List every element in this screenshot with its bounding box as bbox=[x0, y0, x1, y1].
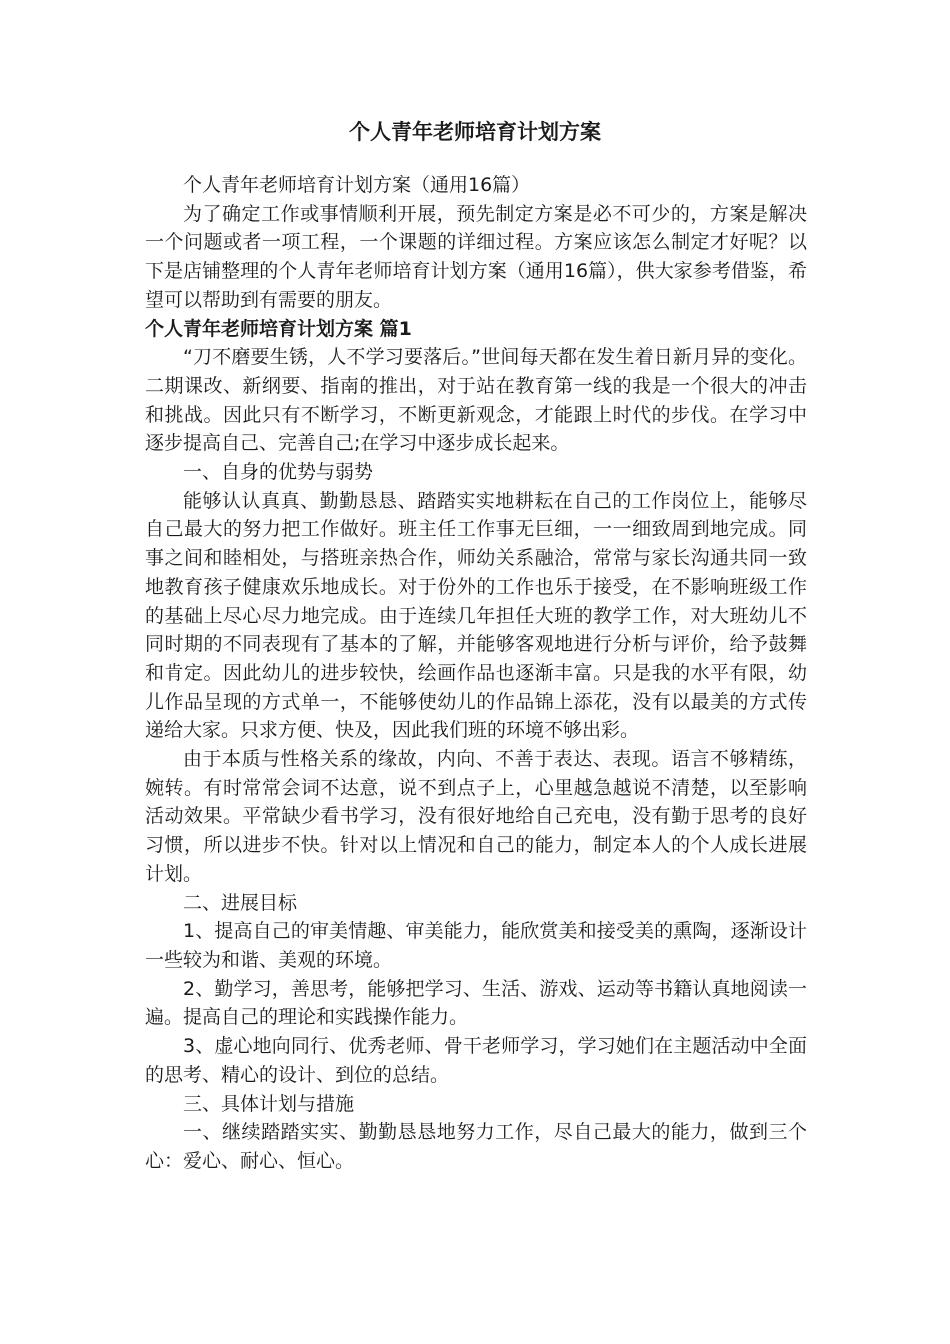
document-title: 个人青年老师培育计划方案 bbox=[349, 120, 601, 144]
section-heading: 个人青年老师培育计划方案 篇1 bbox=[145, 317, 412, 340]
body-paragraph: 能够认认真真、勤勤恳恳、踏踏实实地耕耘在自己的工作岗位上，能够尽自己最大的努力把工作做好。班主任工作事无巨细，一一细致周到地完成。同事之间和睦相处，与搭班亲热合作，师幼关系融洽，常常与家长沟通共同一致地教育孩子健康欢乐地成长。对于份外的工作也乐于接受，在不影响班级工作的基础上尽心尽力地完成。由于连续几年担任大班的教学工作，对大班幼儿不同时期的不同表现有了基本的了解，并能够客观地进行分析与评价，给予鼓舞和肯定。因此幼儿的进步较快，绘画作品也逐渐丰富。只是我的水平有限，幼儿作品呈现的方式单一，不能够使幼儿的作品锦上添花，没有以最美的方式传递给大家。只求方便、快及，因此我们班的环境不够出彩。 bbox=[145, 489, 807, 742]
list-item-paragraph: 1、提高自己的审美情趣、审美能力，能欣赏美和接受美的熏陶，逐渐设计一些较为和谐、美观的环境。 bbox=[145, 920, 807, 971]
subtitle-paragraph: 个人青年老师培育计划方案（通用16篇） bbox=[183, 174, 531, 196]
subheading-paragraph: 二、进展目标 bbox=[183, 891, 298, 914]
document-body bbox=[145, 171, 807, 1176]
subheading-paragraph: 一、自身的优势与弱势 bbox=[183, 461, 374, 484]
list-item-paragraph: 一、继续踏踏实实、勤勤恳恳地努力工作，尽自己最大的能力，做到三个心：爱心、耐心、恒心。 bbox=[145, 1121, 807, 1172]
list-item-paragraph: 3、虚心地向同行、优秀老师、骨干老师学习，学习她们在主题活动中全面的思考、精心的设计、到位的总结。 bbox=[145, 1035, 807, 1086]
list-item-paragraph: 2、勤学习，善思考，能够把学习、生活、游戏、运动等书籍认真地阅读一遍。提高自己的理论和实践操作能力。 bbox=[145, 977, 807, 1029]
body-paragraph: “刀不磨要生锈，人不学习要落后。”世间每天都在发生着日新月异的变化。二期课改、新纲要、指南的推出，对于站在教育第一线的我是一个很大的冲击和挑战。因此只有不断学习，不断更新观念，才能跟上时代的步伐。在学习中逐步提高自己、完善自己;在学习中逐步成长起来。 bbox=[145, 346, 807, 455]
body-paragraph: 由于本质与性格关系的缘故，内向、不善于表达、表现。语言不够精练，婉转。有时常常会词不达意，说不到点子上，心里越急越说不清楚，以至影响活动效果。平常缺少看书学习，没有很好地给自己充电，没有勤于思考的良好习惯，所以进步不快。针对以上情况和自己的能力，制定本人的个人成长进展计划。 bbox=[145, 748, 807, 885]
intro-paragraph: 为了确定工作或事情顺利开展，预先制定方案是必不可少的，方案是解决一个问题或者一项工程，一个课题的详细过程。方案应该怎么制定才好呢？以下是店铺整理的个人青年老师培育计划方案（通用16篇），供大家参考借鉴，希望可以帮助到有需要的朋友。 bbox=[145, 202, 807, 311]
subheading-paragraph: 三、具体计划与措施 bbox=[183, 1092, 355, 1115]
